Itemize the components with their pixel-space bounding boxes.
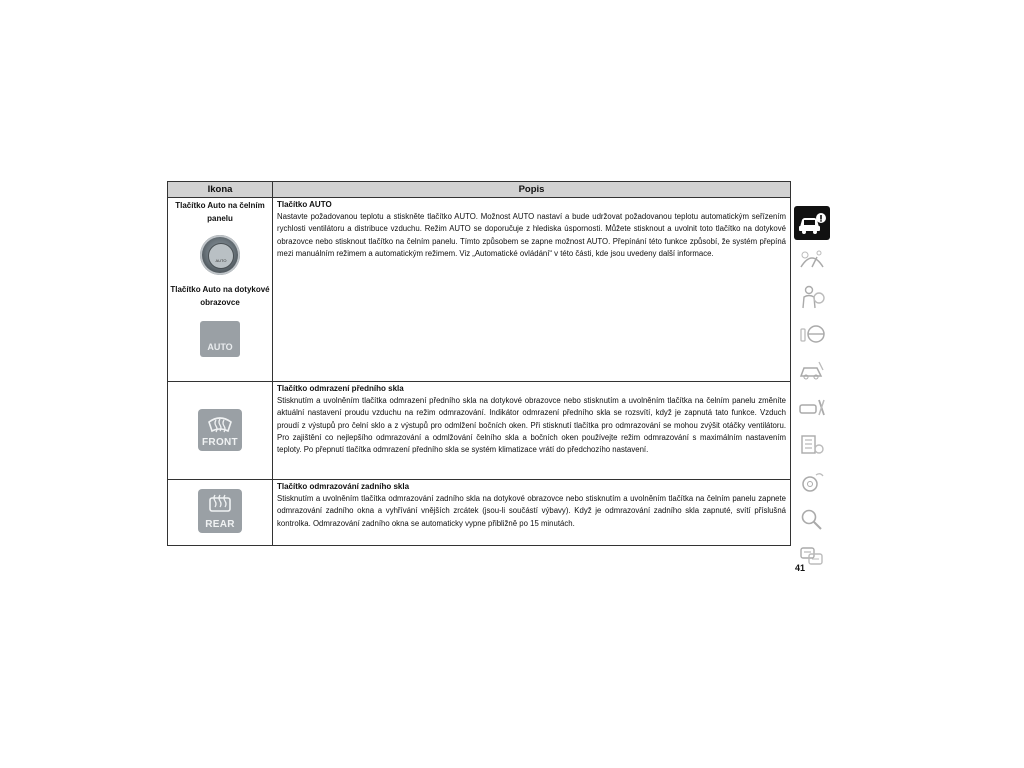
front-text: Stisknutím a uvolněním tlačítka odmrazení předního skla na dotykové obrazovce nebo stisknutím a uvolněním tlačítka na čelním panelu změníte aktuální nastavení proudu vzduchu na režim odmrazování. Indikátor odmrazení předního skla se rozsvítí, když je zapnutá tato funkce. Vzduch proudí z výstupů pro čelní sklo a z výstupů pro odmlžení bočních oken. Při stisknutí tlačítka pro odmrazování se mohou zvýšit otáčky ventilátoru. Pro zajištění co nejlepšího odmrazování a odmlžování čelního skla a bočních oken používejte režim odmrazování s maximálním nastavením teploty. Po přepnutí tlačítka odmrazení předního skla se systém klimatizace vrátí do předchozího nastavení. xyxy=(277,396,786,455)
table-row-rear xyxy=(168,480,791,546)
header-description: Popis xyxy=(273,182,791,198)
chapter-sidebar xyxy=(794,206,832,576)
dashboard-lights-icon xyxy=(797,247,827,273)
tab-starting-operating[interactable] xyxy=(794,317,830,351)
safety-airbag-icon xyxy=(797,284,827,310)
icon-cell-auto xyxy=(168,198,273,382)
header-icon: Ikona xyxy=(168,182,273,198)
controls-table xyxy=(167,181,791,546)
table-row-auto xyxy=(168,198,791,382)
description-cell-auto xyxy=(273,198,791,382)
tab-dashboard-lights[interactable] xyxy=(794,243,830,277)
auto-title: Tlačítko AUTO xyxy=(277,200,332,209)
maintenance-list-icon xyxy=(797,432,827,458)
icon-cell-front xyxy=(168,382,273,480)
tab-maintenance[interactable] xyxy=(794,428,830,462)
auto-touchscreen-label: Tlačítko Auto na dotykové obrazovce xyxy=(170,285,270,307)
rear-title: Tlačítko odmrazování zadního skla xyxy=(277,482,410,491)
front-button-label: FRONT xyxy=(202,437,238,448)
icon-cell-rear xyxy=(168,480,273,546)
car-info-icon xyxy=(797,210,827,236)
front-defrost-icon xyxy=(198,409,242,451)
multimedia-icon xyxy=(797,469,827,495)
description-cell-front xyxy=(273,382,791,480)
auto-touch-button-icon xyxy=(200,321,240,357)
auto-panel-label: Tlačítko Auto na čelním panelu xyxy=(175,201,265,223)
rear-window-defrost-icon xyxy=(207,493,233,513)
tab-emergency[interactable] xyxy=(794,391,830,425)
search-icon xyxy=(797,506,827,532)
car-road-icon xyxy=(797,358,827,384)
windshield-defrost-icon xyxy=(207,413,233,433)
car-tools-icon xyxy=(797,395,827,421)
rear-defrost-icon xyxy=(198,489,242,533)
rear-text: Stisknutím a uvolněním tlačítka odmrazování zadního skla na dotykové obrazovce nebo stisknutím a uvolněním tlačítka na čelním panelu zapnete odmrazování zadního okna a vyhřívání vnějších zrcátek (jsou-li součástí výbavy). Když je odmrazování zadního skla zapnuté, svítí příslušná kontrolka. Odmrazování zadního okna se automaticky vypne přibližně po 15 minutách. xyxy=(277,494,786,528)
description-cell-rear xyxy=(273,480,791,546)
knob-label: AUTO xyxy=(215,258,227,263)
auto-knob-icon xyxy=(200,235,240,275)
auto-touch-button-label: AUTO xyxy=(207,342,233,352)
rear-button-label: REAR xyxy=(205,519,235,530)
tab-car-info[interactable] xyxy=(794,206,830,240)
steering-wheel-icon xyxy=(797,321,827,347)
front-title: Tlačítko odmrazení předního skla xyxy=(277,384,404,393)
tab-driving[interactable] xyxy=(794,354,830,388)
page-number: 41 xyxy=(795,563,806,573)
table-header-row xyxy=(168,182,791,198)
tab-index[interactable] xyxy=(794,502,830,536)
table-row-front xyxy=(168,382,791,480)
auto-text: Nastavte požadovanou teplotu a stiskněte tlačítko AUTO. Možnost AUTO nastaví a bude udržovat požadovanou teplotu automatickým seřízením rychlosti ventilátoru a distribuce vzduchu. Režim AUTO se doporučuje z hlediska úspornosti. Můžete stisknout a uvolnit toto tlačítko na dotykové obrazovce nebo stisknout tlačítko na čelním panelu. Tímto způsobem se zapne možnost AUTO. Přepínání této funkce způsobí, že systém přepíná mezi manuálním režimem a automatickým režimem. Viz „Automatické ovládání“ v této části, kde jsou uvedeny další informace. xyxy=(277,212,786,258)
tab-multimedia[interactable] xyxy=(794,465,830,499)
tab-safety[interactable] xyxy=(794,280,830,314)
